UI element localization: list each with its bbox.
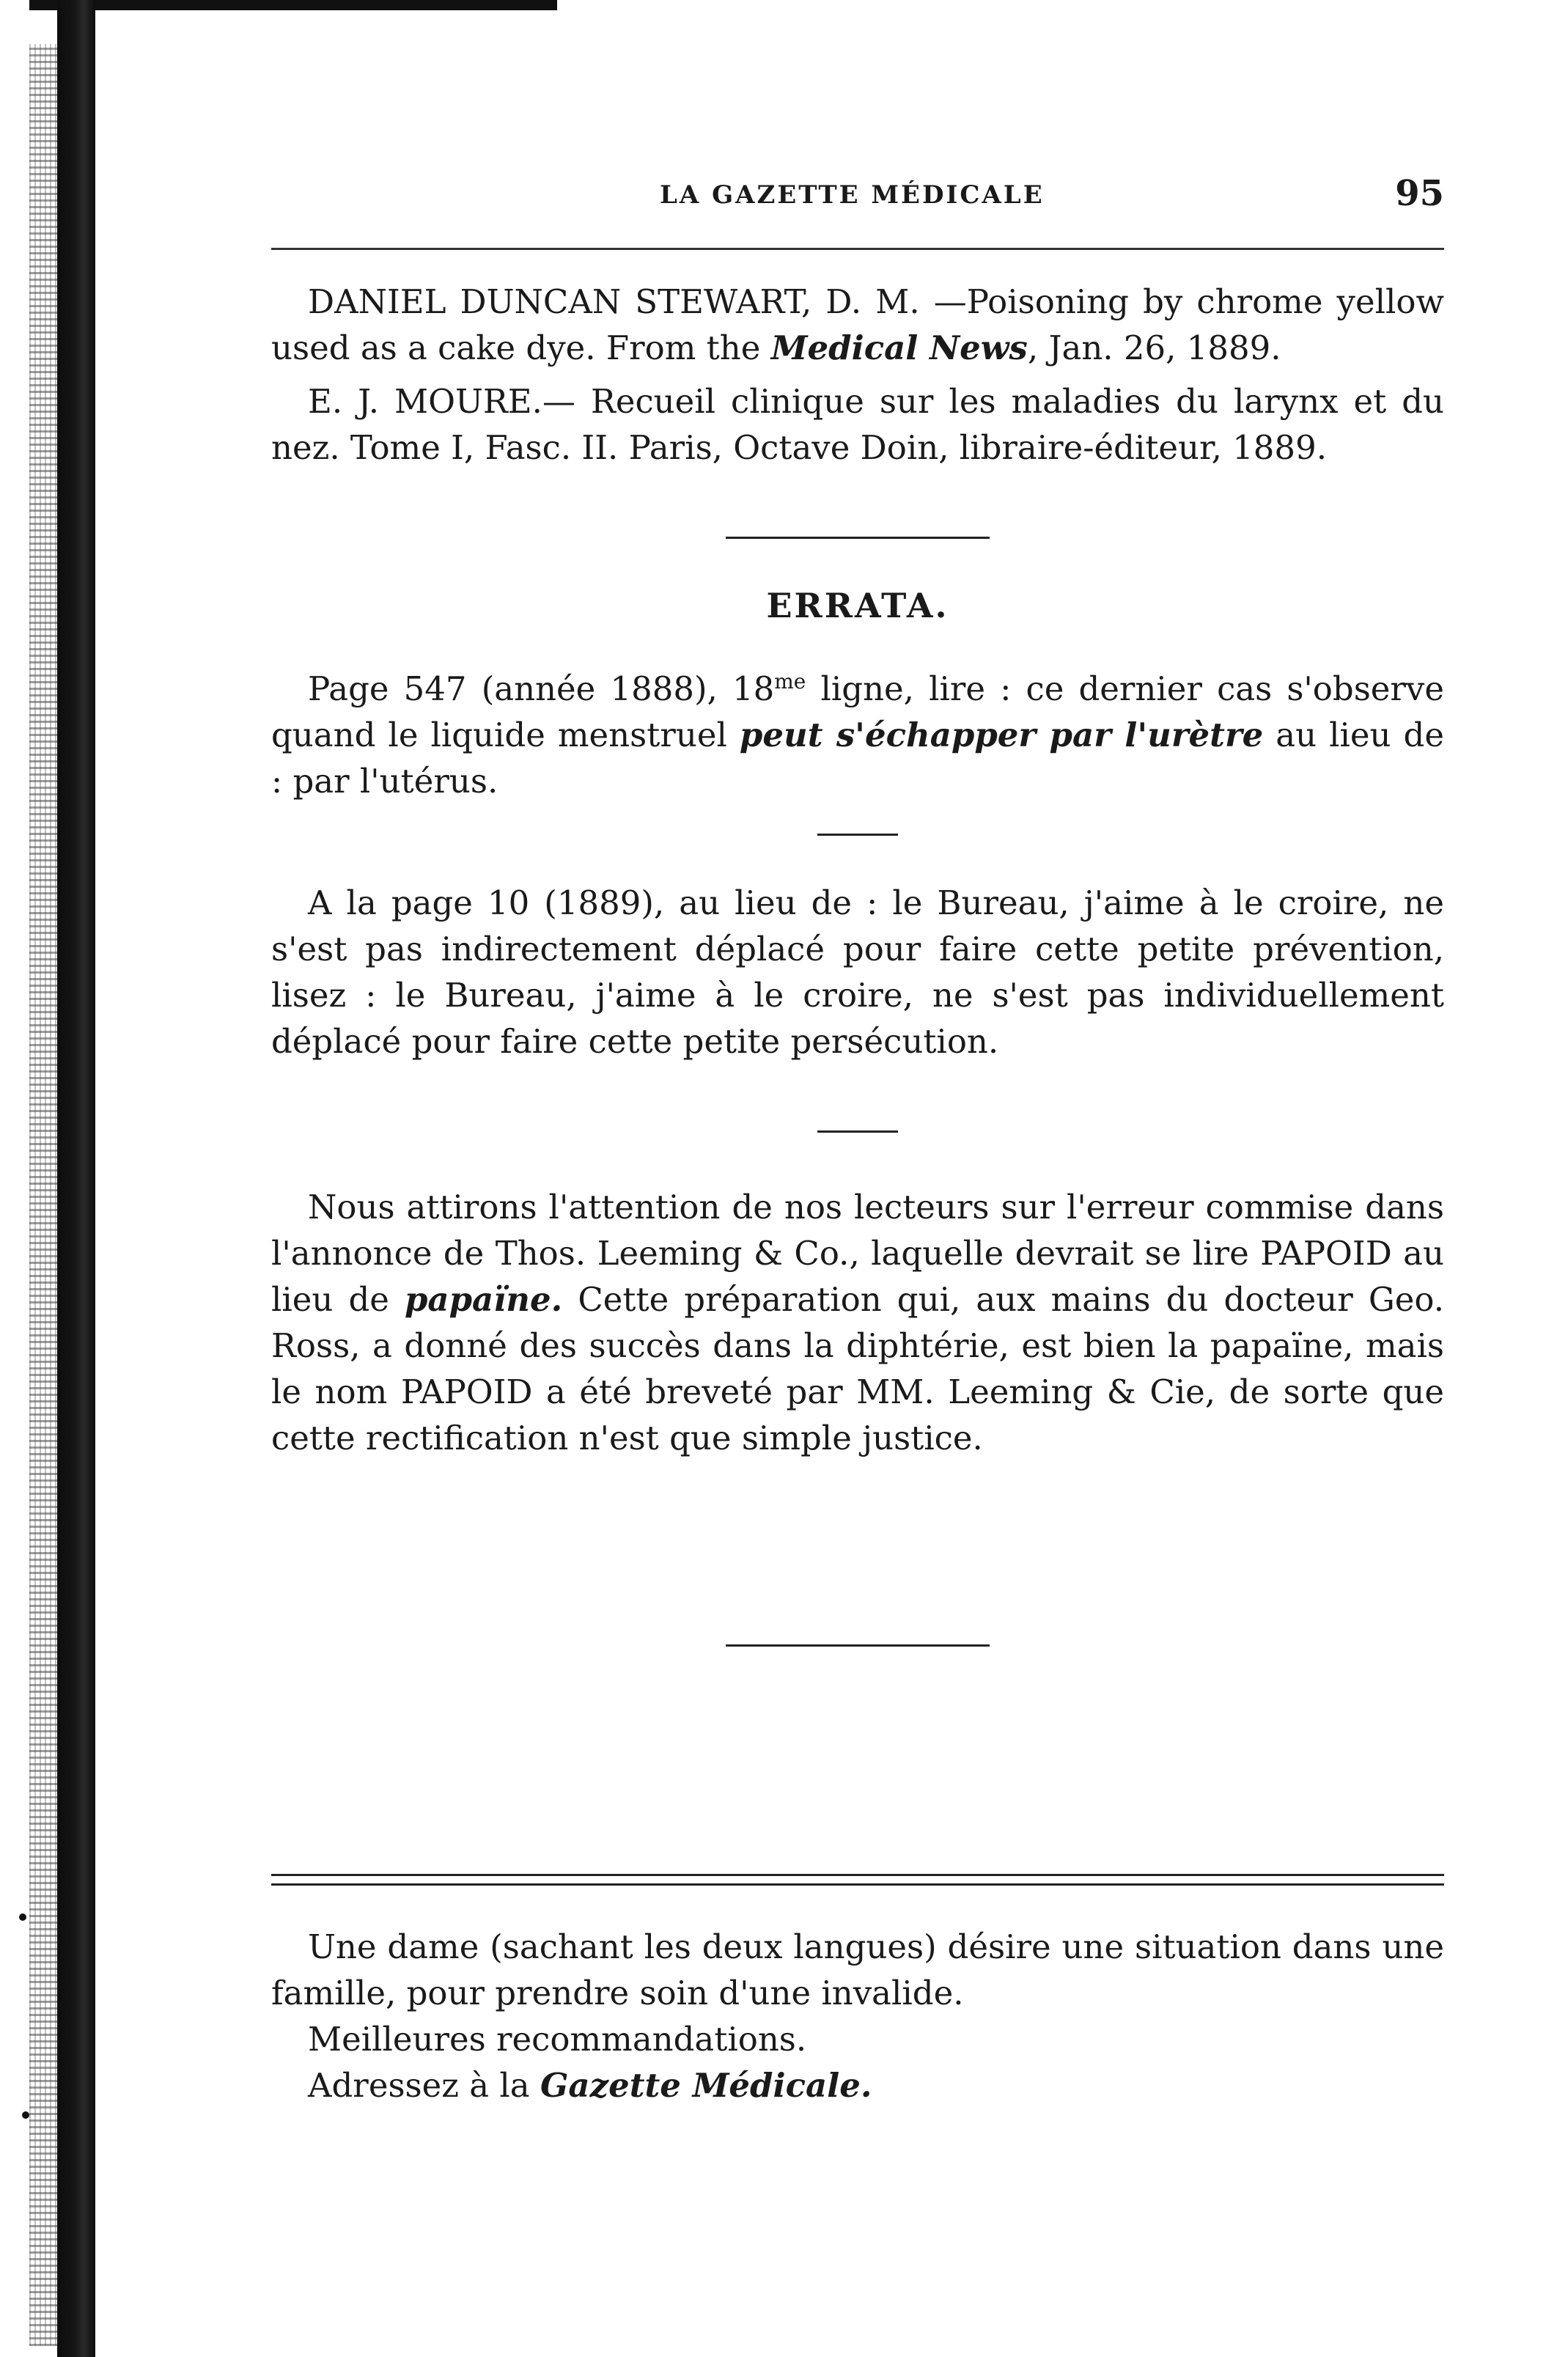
scan-binding-edge bbox=[57, 0, 95, 2357]
entry-text: — Recueil clinique sur les maladies du larynx et du nez. Tome I, Fasc. II. Paris, Octave Doin, libraire-éditeur, 1889. bbox=[271, 382, 1444, 467]
publication-name: Gazette Médicale. bbox=[540, 2066, 872, 2105]
page-header bbox=[271, 173, 1444, 224]
errata-paragraph bbox=[271, 1184, 1444, 1461]
double-rule bbox=[271, 1874, 1444, 1886]
page-body bbox=[271, 271, 1444, 2108]
errata-paragraph: A la page 10 (1889), au lieu de : le Bureau, j'aime à le croire, ne s'est pas indirectement déplacé pour faire cette petite prévention, lisez : le Bureau, j'aime à le croire, ne s'est pas individuellement déplacé pour faire cette petite persécution. bbox=[271, 883, 1444, 1061]
advertisement-text-part: Adressez à la bbox=[308, 2066, 540, 2105]
entry-text: , Jan. 26, 1889. bbox=[1027, 328, 1281, 367]
correction-italic: peut s'échapper par l'urètre bbox=[739, 716, 1264, 754]
errata-text: Cette préparation qui, aux mains du docteur Geo. Ross, a donné des succès dans la diphtérie, est bien la papaïne, mais le nom PAPOID a été breveté par MM. Leeming & Cie, de sorte que cette rectification n'est que simple justice. bbox=[271, 1280, 1444, 1457]
advertisement-text: Une dame (sachant les deux langues) désire une situation dans une famille, pour prendre soin d'une invalide. bbox=[271, 1927, 1444, 2012]
running-title: LA GAZETTE MÉDICALE bbox=[660, 180, 1045, 210]
scan-mark bbox=[22, 2111, 29, 2119]
page-number: 95 bbox=[1395, 173, 1444, 214]
entry-text: —Poisoning by chrome yellow used as a cake dye. From the bbox=[271, 282, 1444, 367]
errata-text: Nous attirons l'attention de nos lecteurs sur l'erreur commise dans l'annonce de Thos. Leeming & Co., laquelle devrait se lire PAPOID au lieu de bbox=[271, 1188, 1444, 1319]
advertisement-text bbox=[271, 2062, 1444, 2108]
journal-title: Medical News bbox=[770, 328, 1028, 367]
scan-edge-top bbox=[29, 0, 557, 10]
errata-text: ligne, lire : ce dernier cas s'observe quand le liquide menstruel bbox=[271, 669, 1444, 754]
errata-text: Page 547 (année 1888), 18 bbox=[308, 669, 775, 708]
correction-italic: papaïne. bbox=[404, 1280, 563, 1319]
bibliography-entry bbox=[271, 378, 1444, 471]
ordinal-superscript: me bbox=[774, 669, 806, 694]
header-rule bbox=[271, 248, 1444, 250]
errata-paragraph bbox=[271, 666, 1444, 804]
bibliography-entry bbox=[271, 279, 1444, 371]
entry-author: E. J. MOURE. bbox=[308, 382, 542, 421]
errata-heading: ERRATA. bbox=[766, 586, 949, 625]
advertisement-text: Meilleures recommandations. bbox=[308, 2020, 807, 2059]
errata-text: au lieu de : par l'utérus. bbox=[271, 716, 1444, 801]
entry-author: DANIEL DUNCAN STEWART, D. M. bbox=[308, 282, 920, 321]
scan-mark bbox=[19, 1913, 26, 1921]
